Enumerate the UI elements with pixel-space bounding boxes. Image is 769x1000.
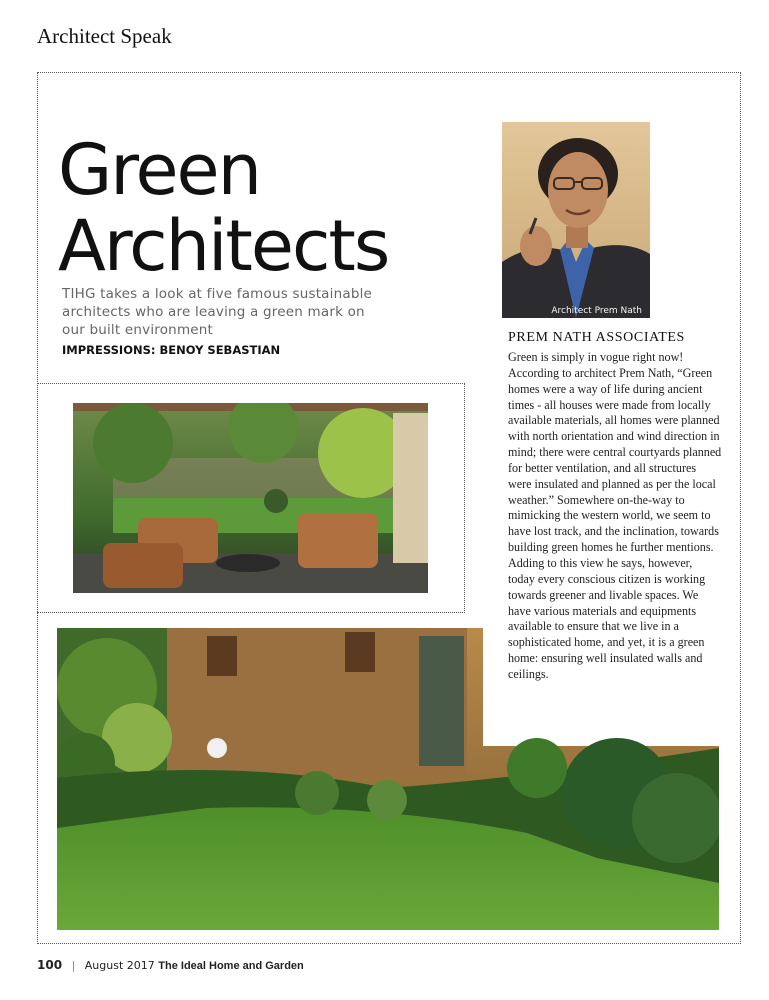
issue-date: August 2017 [84,959,155,972]
magazine-name: The Ideal Home and Garden [158,960,304,972]
living-room-photo [73,403,428,593]
architect-portrait [502,122,650,318]
title-line-1: Green [58,129,260,211]
column-heading: PREM NATH ASSOCIATES [508,330,685,345]
footer-separator: | [71,959,76,972]
section-label: Architect Speak [37,24,172,48]
article-title [58,129,389,287]
photo-credit: IMPRESSIONS: BENOY SEBASTIAN [62,343,281,357]
title-line-2: Architects [58,205,389,287]
portrait-caption: Architect Prem Nath [551,306,642,316]
page-footer [37,958,304,972]
page-number: 100 [37,958,63,972]
column-body-text: Green is simply in vogue right now! According to architect Prem Nath, “Green homes were a way of life during ancient times - all houses were made from locally available materials, all homes were planned with north orientation and wind direction in mind; there were central courtyards planned for better ventilation, and all structures were insulated and planned as per the local weather.” Somewhere on-the-way to mimicking the western world, we seem to have lost track, and the inclination, towards building green homes he further mentions. Adding to this view he says, however, today every conscious citizen is working towards greener and livable spaces. We have various materials and equipments available to ensure that we live in a sophisticated home, and yet, it is a green home: ensuring well insulated walls and ceilings. [508,350,722,681]
article-deck: TIHG takes a look at five famous sustainable architects who are leaving a green mark on our built environment [62,286,373,338]
